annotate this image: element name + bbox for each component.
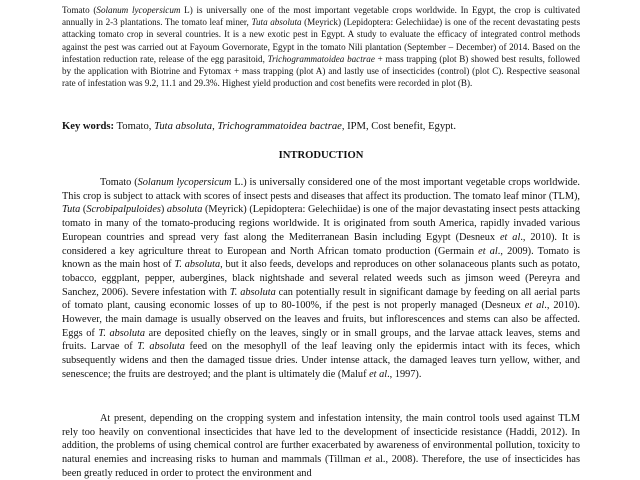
paragraph-italic: et al (524, 300, 545, 312)
paragraph-text: ., 1997). (387, 368, 422, 380)
paragraph-text: Tomato ( (100, 177, 138, 188)
paragraph-text: are deposited chiefly on the leaves, singly or in small groups, and the larvae attack leaves, stems and fruits. Larvae of (62, 327, 580, 353)
keyword-text: , IPM, Cost benefit, Egypt. (341, 121, 457, 132)
paragraph-text: L.) is universally considered one of the most important vegetable crops worldwide. This crop is subject to attack with scores of insect pests and diseases that affect its production. The tomato leaf minor (TLM), (62, 177, 581, 202)
abstract-text: Tomato ( (62, 5, 97, 15)
keywords-label: Key words: (62, 121, 115, 132)
paragraph-italic: T. absoluta (137, 341, 185, 353)
section-heading: INTRODUCTION (278, 150, 364, 161)
paragraph-text: ., 2010). However, the main damage is usually observed on the leaves and fruits, but inflorescences and stems can also be affected. Eggs of (62, 300, 581, 339)
abstract-pest-name: Tuta absoluta (251, 17, 302, 28)
paragraph-text: At present, depending on the cropping system and infestation intensity, the main control tools used against TLM rely too heavily on conventional insecticides that have led to the development of insecticide resistance (Haddi, 2012). In addition, the problems of using chemical control are further exacerbated by awareness of environmental pollution, toxicity to natural enemies and increasing risks to human and mammals (Tillman (62, 413, 580, 466)
keyword-italic: Trichogrammatoidea bactrae (217, 121, 342, 132)
paragraph-italic: et al (478, 245, 498, 257)
paragraph-italic: T. absoluta (98, 327, 145, 339)
paragraph-text: , but it also feeds, develops and reproduces on other solanaceous plants such as potato, tobacco, eggplant, pepper, aubergines, black nightshade and several related weeds such as jimson weed (Pereyra and Sanchez, 2006). Severe infestation with (62, 259, 580, 298)
paragraph-text: can potentially result in significant damage by feeding on all aerial parts of tomato plant, causing economic losses of up to 80-100%, if the pest is not properly managed (Desneux (62, 286, 580, 312)
keyword-text: , (212, 121, 218, 132)
paragraph-italic: et al (369, 368, 388, 380)
abstract-parasitoid-name: Trichogrammatoidea bactrae (267, 53, 375, 64)
paragraph-text: ( (80, 204, 87, 216)
paragraph-text: ., 2009). Tomato is known as the main host of (62, 245, 580, 271)
paragraph-text: feed on the mesophyll of the leaf leaving only the epidermis intact with its feces, which subsequently widens and then the damaged tissue dries. Under intense attack, the damaged leaves turn yellow, wither, and senescence; the fruits are destroyed; and the plant is ultimately die (Maluf (62, 341, 580, 380)
paragraph-italic: et (364, 454, 372, 466)
paragraph-italic: Tuta (62, 204, 81, 216)
keyword-text: Tomato, (114, 121, 155, 132)
paragraph-italic: Scrobipalpuloides (86, 204, 161, 216)
intro-paragraph-1 (62, 176, 580, 382)
paragraph-text: al., 2008). Therefore, the use of insecticides has been greatly reduced in order to protect the environment and (62, 454, 580, 479)
abstract-text: + mass trapping (plot B) showed best results, followed by the application with Biotrine and Fytomax + mass trapping (plot A) and lastly use of insecticides (control) (plot C). Respective seasonal rate of infestation was 9.2, 11.1 and 29.3%. Highest yield production and cost benefits were recorded in plot (B). (62, 53, 580, 89)
paragraph-text: ) (160, 204, 167, 216)
paragraph-text: ., 2010). It is considered a key agriculture threat to European and North African tomato production (Germain (62, 231, 580, 257)
paragraph-italic: absoluta (166, 204, 203, 216)
intro-paragraph-2 (62, 412, 580, 480)
paragraph-italic: et al (499, 231, 521, 243)
paragraph-italic: T. absoluta (229, 286, 276, 298)
abstract-text: (Meyrick) (Lepidoptera: Gelechiidae) is one of the recent devastating pests attacking tomato crop in several countries. It is a new exotic pest in Egypt. A study to evaluate the efficacy of integrated control methods against the pest was carried out at Fayoum Governorate, Egypt in the tomato Nili plantation (September – December) of 2014. Based on the infestation reduction rate, release of the egg parasitoid, (62, 17, 580, 64)
paragraph-italic: T. absoluta (174, 259, 221, 271)
paragraph-italic: Solanum lycopersicum (137, 177, 232, 188)
keywords (62, 120, 580, 133)
keyword-italic: Tuta absoluta (154, 121, 213, 132)
paragraph-text: (Meyrick) (Lepidoptera: Gelechiidae) is one of the major devastating insect pests attacking tomato in many of the tomato-producing regions worldwide. It is originated from south America, rapidly invaded various European countries and spread very fast along the Mediterranean Basin including Egypt (Desneux (62, 204, 580, 243)
abstract-text: L) is universally one of the most important vegetable crops worldwide. In Egypt, the crop is cultivated annually in 2-3 plantations. The tomato leaf miner, (62, 5, 580, 28)
abstract-species-name: Solanum lycopersicum (96, 5, 181, 15)
abstract (62, 4, 580, 89)
